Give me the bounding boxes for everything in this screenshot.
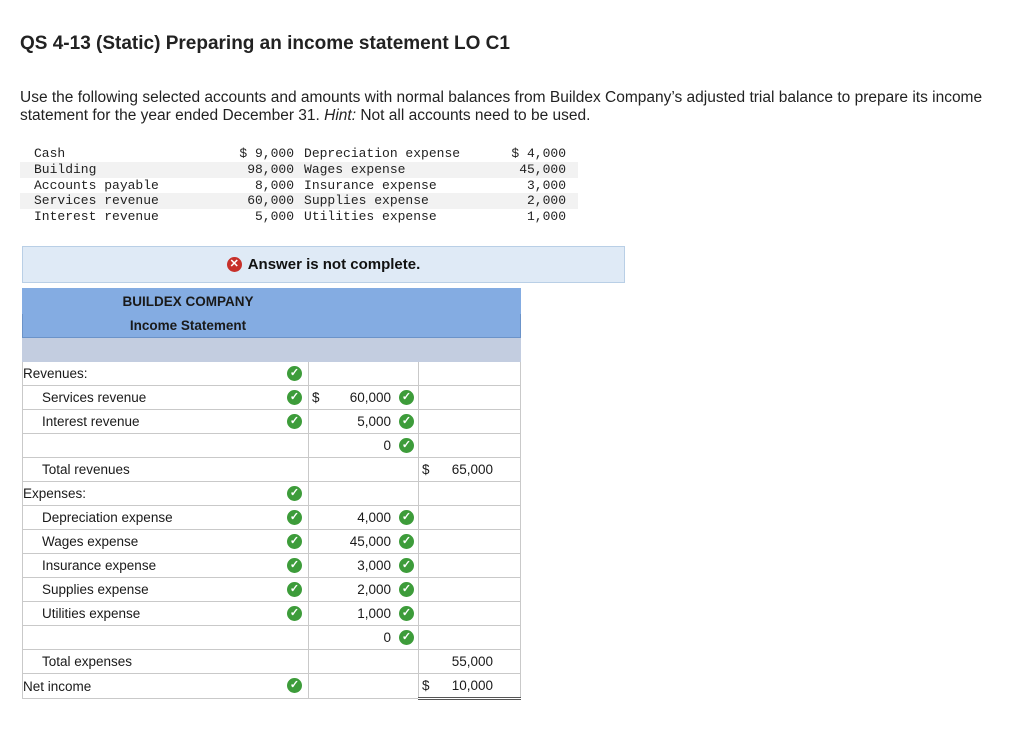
- table-row: [23, 410, 521, 434]
- income-statement-table: [22, 288, 521, 700]
- account-name: Building: [20, 162, 209, 178]
- row-label: Supplies expense: [42, 582, 149, 597]
- account-name: Wages expense: [304, 162, 505, 178]
- label-cell-services-revenue[interactable]: [23, 386, 309, 410]
- label-cell[interactable]: [23, 434, 309, 458]
- label-cell-total-revenues: [23, 458, 309, 482]
- amount-cell[interactable]: [309, 362, 419, 386]
- account-row: [20, 178, 578, 194]
- account-amount: 60,000: [209, 193, 304, 209]
- amount-value: 0: [383, 630, 391, 645]
- amount-value: 0: [383, 438, 391, 453]
- table-row: [23, 650, 521, 674]
- amount-cell[interactable]: [309, 674, 419, 699]
- date-row: [23, 338, 521, 362]
- check-icon: ✓: [287, 414, 302, 429]
- label-cell-interest-revenue[interactable]: [23, 410, 309, 434]
- check-icon: ✓: [399, 510, 414, 525]
- table-row: [23, 458, 521, 482]
- answer-status-banner: [22, 246, 625, 283]
- amount-value: 1,000: [357, 606, 391, 621]
- account-amount: 1,000: [526, 209, 566, 225]
- account-name: Supplies expense: [304, 193, 505, 209]
- account-name: Depreciation expense: [304, 146, 461, 161]
- row-label: Net income: [23, 678, 92, 694]
- total-cell[interactable]: [419, 410, 521, 434]
- row-label: Utilities expense: [42, 606, 141, 621]
- table-row: [23, 530, 521, 554]
- amount-cell[interactable]: [309, 506, 419, 530]
- company-name: BUILDEX COMPANY: [122, 293, 254, 309]
- account-amount: 8,000: [255, 177, 295, 193]
- check-icon: ✓: [287, 486, 302, 501]
- amount-cell[interactable]: [309, 434, 419, 458]
- check-icon: ✓: [399, 390, 414, 405]
- check-icon: ✓: [287, 534, 302, 549]
- question-instructions: [20, 89, 1010, 125]
- dollar-sign: $: [422, 462, 430, 477]
- label-cell-total-expenses: [23, 650, 309, 674]
- account-name: Accounts payable: [34, 177, 159, 193]
- table-row: [23, 434, 521, 458]
- check-icon: ✓: [287, 582, 302, 597]
- row-label: Depreciation expense: [42, 510, 173, 525]
- account-row: [20, 162, 578, 178]
- amount-value: 2,000: [357, 582, 391, 597]
- check-icon: ✓: [287, 558, 302, 573]
- amount-cell[interactable]: [309, 530, 419, 554]
- amount-value: 60,000: [349, 390, 391, 405]
- check-icon: ✓: [399, 582, 414, 597]
- dollar-sign: $: [312, 390, 320, 405]
- check-icon: ✓: [287, 390, 302, 405]
- account-amount: 5,000: [255, 209, 295, 225]
- label-cell-depreciation[interactable]: [23, 506, 309, 530]
- row-label: Wages expense: [42, 534, 139, 549]
- check-icon: ✓: [399, 414, 414, 429]
- row-label: Total revenues: [42, 462, 130, 477]
- check-icon: ✓: [287, 678, 302, 693]
- check-icon: ✓: [399, 630, 414, 645]
- total-cell[interactable]: [419, 362, 521, 386]
- total-cell[interactable]: [419, 674, 521, 699]
- label-cell-supplies[interactable]: [23, 578, 309, 602]
- total-cell: [419, 650, 521, 674]
- total-cell[interactable]: [419, 602, 521, 626]
- amount-cell[interactable]: [309, 578, 419, 602]
- table-row: [23, 626, 521, 650]
- total-cell[interactable]: [419, 386, 521, 410]
- amount-cell[interactable]: [309, 554, 419, 578]
- label-cell-utilities[interactable]: [23, 602, 309, 626]
- label-cell[interactable]: [23, 626, 309, 650]
- amount-cell: [309, 650, 419, 674]
- table-row: [23, 554, 521, 578]
- account-name: Insurance expense: [304, 177, 437, 193]
- accounts-table: [20, 146, 578, 225]
- total-value: 10,000: [451, 678, 494, 693]
- row-label: Total expenses: [42, 654, 133, 669]
- row-label: Expenses:: [23, 486, 87, 501]
- row-label: Interest revenue: [42, 414, 140, 429]
- answer-status-text: Answer is not complete.: [247, 256, 421, 273]
- statement-name: Income Statement: [129, 318, 247, 333]
- total-value: 55,000: [451, 654, 494, 669]
- amount-cell[interactable]: [309, 386, 419, 410]
- x-circle-icon: ✕: [227, 257, 242, 272]
- table-row: [23, 674, 521, 699]
- amount-cell[interactable]: [309, 482, 419, 506]
- label-cell-expenses[interactable]: [23, 482, 309, 506]
- total-cell[interactable]: [419, 506, 521, 530]
- check-icon: ✓: [287, 606, 302, 621]
- label-cell-net-income[interactable]: [23, 674, 309, 699]
- amount-value: 4,000: [357, 510, 391, 525]
- account-name: Services revenue: [20, 193, 209, 209]
- total-cell[interactable]: [419, 626, 521, 650]
- account-row: [20, 209, 578, 225]
- amount-cell[interactable]: [309, 626, 419, 650]
- check-icon: ✓: [287, 366, 302, 381]
- amount-cell[interactable]: [309, 410, 419, 434]
- total-cell: [419, 458, 521, 482]
- table-row: [23, 386, 521, 410]
- account-row: [20, 146, 578, 162]
- amount-value: 45,000: [349, 534, 391, 549]
- hint-label: Hint:: [324, 107, 357, 124]
- table-row: [23, 602, 521, 626]
- account-name: Cash: [34, 146, 66, 161]
- dollar-sign: $: [422, 678, 430, 693]
- table-row: [23, 506, 521, 530]
- account-amount: 2,000: [505, 193, 578, 209]
- account-name: Utilities expense: [304, 209, 437, 225]
- table-row: [23, 482, 521, 506]
- table-row: [23, 578, 521, 602]
- row-label: Insurance expense: [42, 558, 157, 573]
- amount-cell: [309, 458, 419, 482]
- total-cell[interactable]: [419, 554, 521, 578]
- total-cell[interactable]: [419, 482, 521, 506]
- hint-text: Not all accounts need to be used.: [356, 107, 591, 124]
- table-row: [23, 362, 521, 386]
- total-cell[interactable]: [419, 578, 521, 602]
- check-icon: ✓: [399, 438, 414, 453]
- amount-cell[interactable]: [309, 602, 419, 626]
- label-cell-revenues[interactable]: [23, 362, 309, 386]
- account-amount: 98,000: [209, 162, 304, 178]
- total-cell[interactable]: [419, 434, 521, 458]
- question-title: QS 4-13 (Static) Preparing an income statement LO C1: [20, 33, 510, 54]
- account-amount: $ 9,000: [239, 146, 295, 161]
- label-cell-wages[interactable]: [23, 530, 309, 554]
- label-cell-insurance[interactable]: [23, 554, 309, 578]
- row-label: Revenues:: [23, 366, 88, 381]
- check-icon: ✓: [399, 534, 414, 549]
- amount-value: 3,000: [357, 558, 391, 573]
- account-name: Interest revenue: [34, 209, 159, 225]
- total-value: 65,000: [451, 462, 494, 477]
- instructions-text: Use the following selected accounts and amounts with normal balances from Buildex Company’s adjusted trial balance to prepare its income statement for the year ended December 31.: [20, 89, 983, 124]
- row-label: Services revenue: [42, 390, 147, 405]
- check-icon: ✓: [399, 558, 414, 573]
- account-amount: 45,000: [505, 162, 578, 178]
- account-row: [20, 193, 578, 209]
- account-amount: 3,000: [526, 177, 566, 193]
- total-cell[interactable]: [419, 530, 521, 554]
- check-icon: ✓: [399, 606, 414, 621]
- account-amount: $ 4,000: [511, 146, 566, 161]
- amount-value: 5,000: [357, 414, 391, 429]
- check-icon: ✓: [287, 510, 302, 525]
